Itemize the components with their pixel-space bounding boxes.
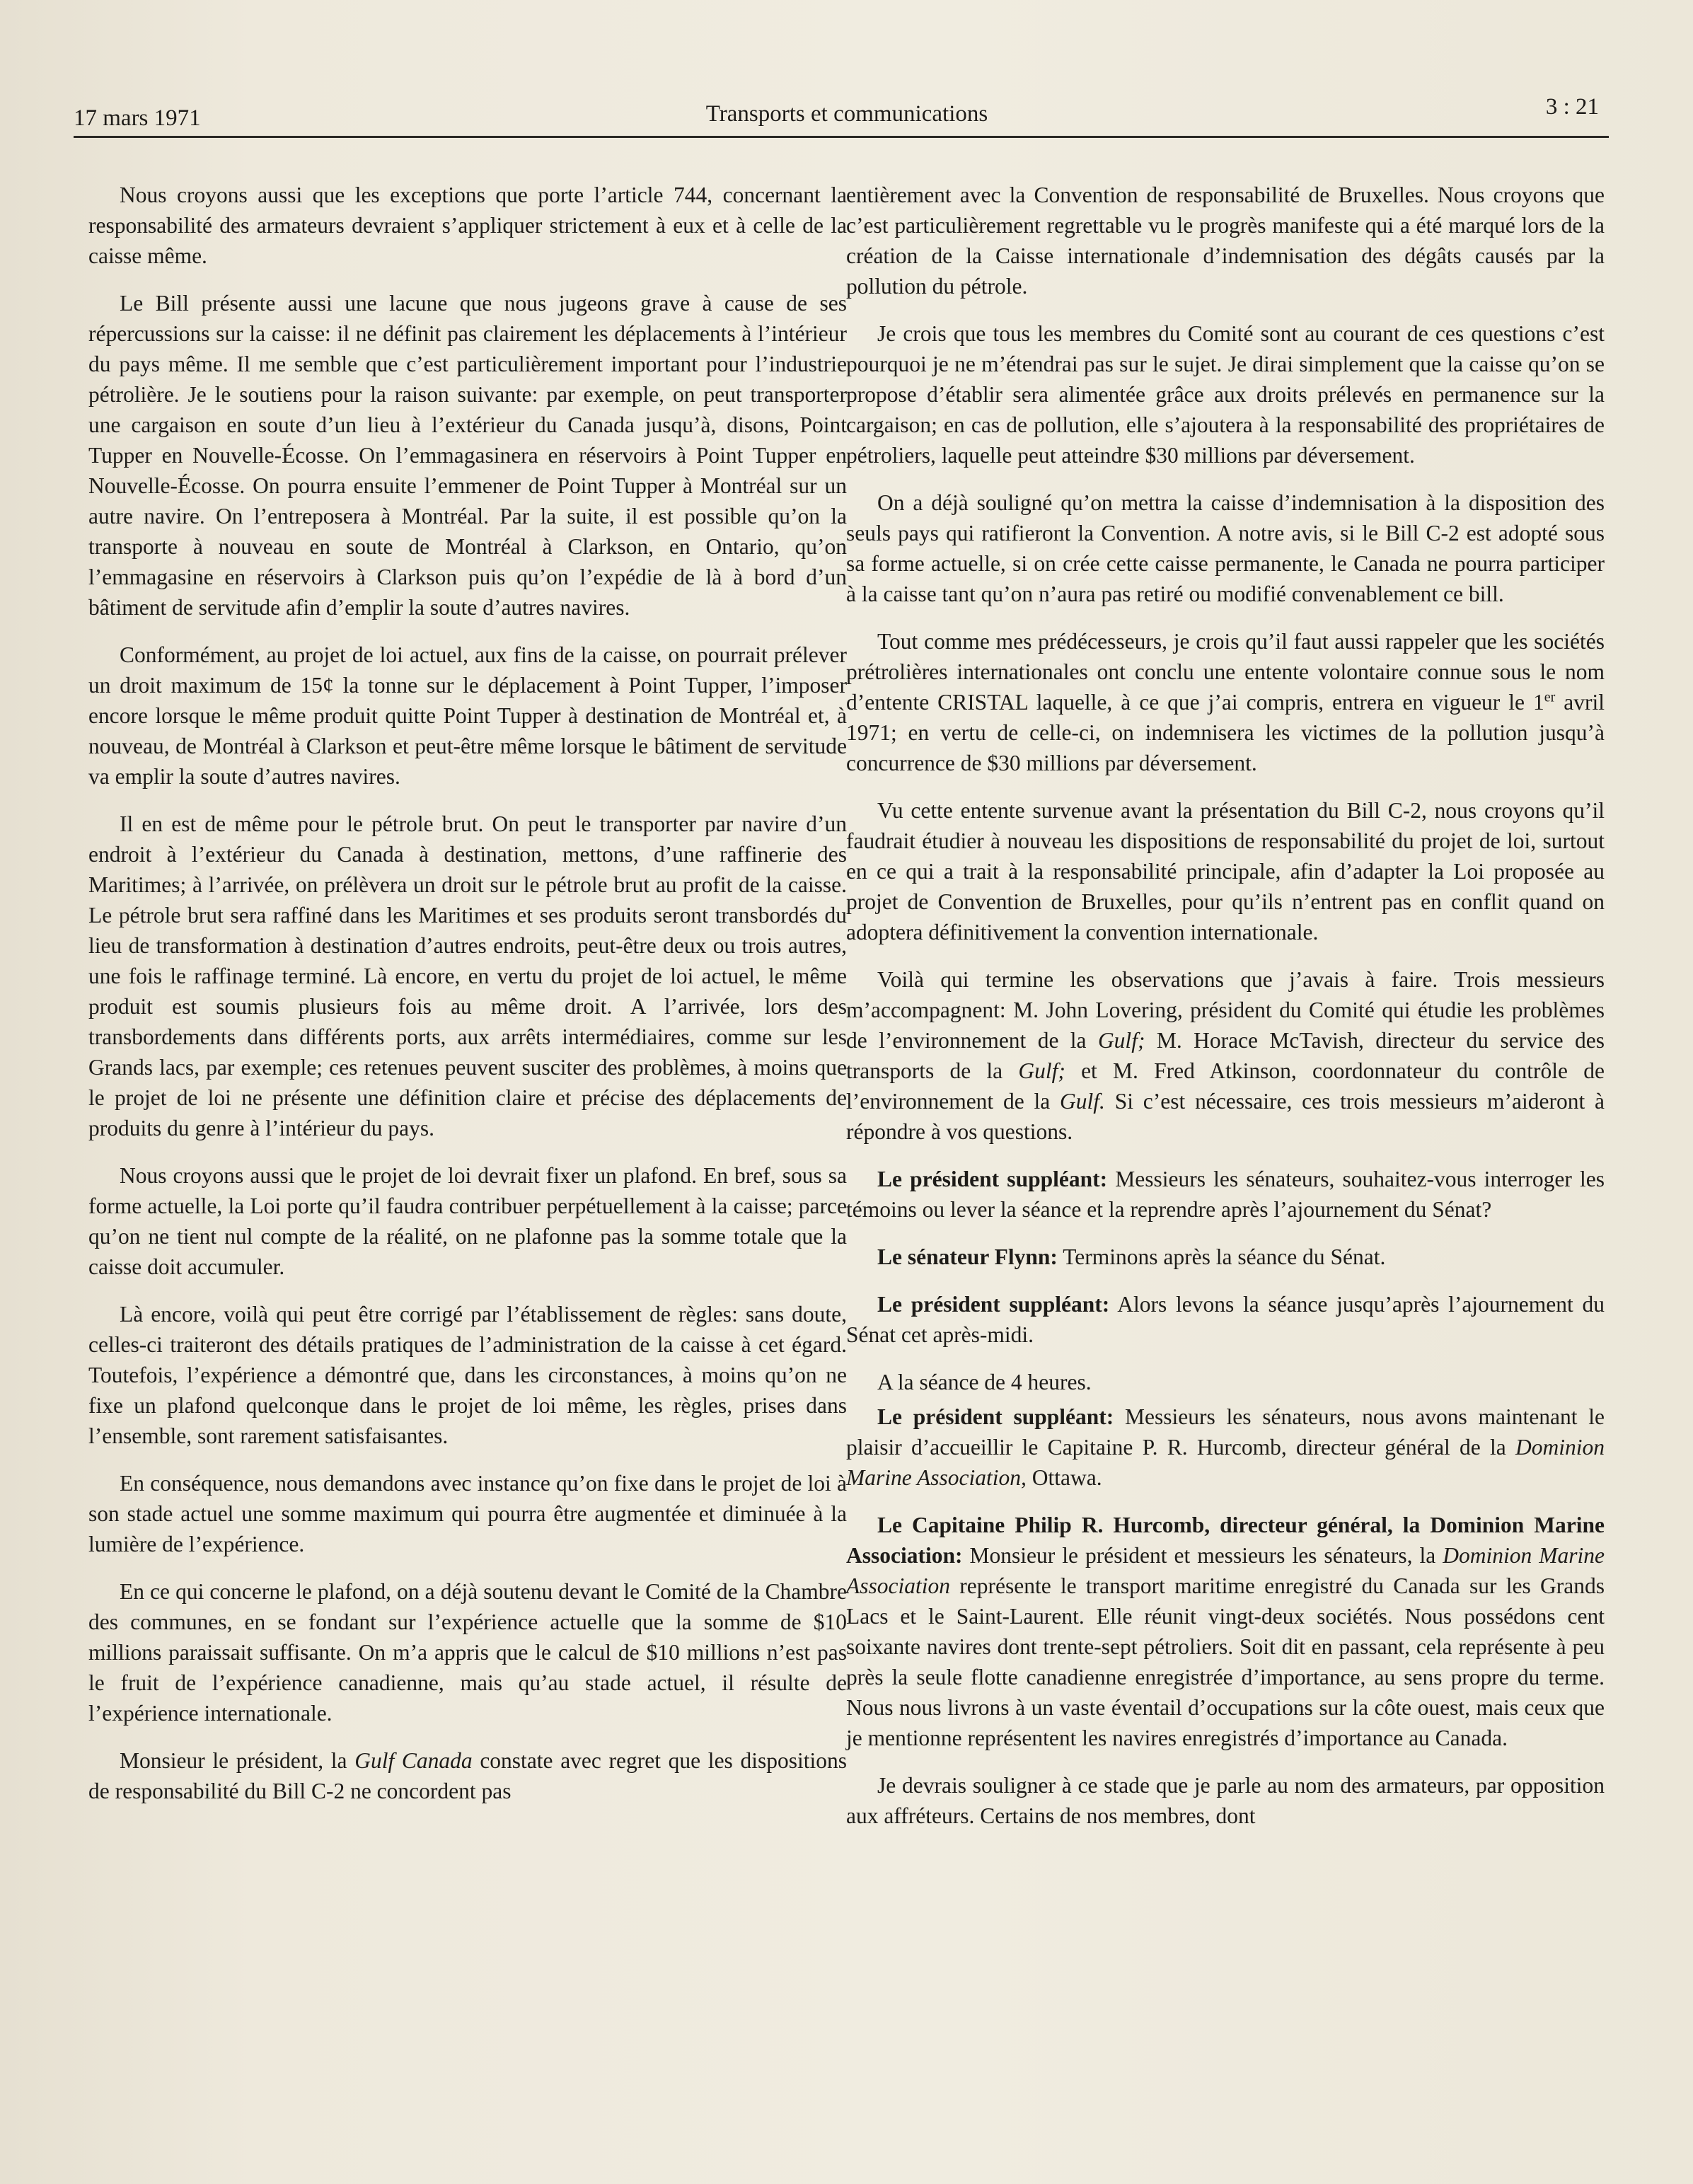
paragraph bbox=[846, 626, 1605, 778]
paragraph: Là encore, voilà qui peut être corrigé par l’établissement de règles: sans doute, celles-ci traiteront des détails pratiques de l’administration de la caisse à cet égard. Toutefois, l’expérience a démontré que, dans les circonstances, à moins qu’on ne fixe un plafond quelconque dans le projet de loi même, les règles, prises dans l’ensemble, sont rarement satisfaisantes. bbox=[88, 1302, 847, 1448]
paragraph: Il en est de même pour le pétrole brut. On peut le transporter par navire d’un endroit à l’extérieur du Canada à destination, mettons, d’une raffinerie des Maritimes; à l’arrivée, on prélèvera un droit sur le pétrole brut au profit de la caisse. Le pétrole brut sera raffiné dans les Maritimes et ses produits seront transbordés du lieu de transformation à destination d’autres endroits, peut-être deux ou trois autres, une fois le raffinage terminé. Là encore, en vertu du projet de loi actuel, le même produit est soumis plusieurs fois au même droit. A l’arrivée, lors des transbordements dans différents ports, aux arrêts intermédiaires, comme sur les Grands lacs, par exemple; ces retenues peuvent susciter des problèmes, à moins que le projet de loi ne présente une définition claire et précise des déplacements de produits du genre à l’intérieur du pays. bbox=[88, 811, 847, 1140]
text-run: Monsieur le président et messieurs les sénateurs, la bbox=[962, 1543, 1443, 1568]
text-run: Voilà qui termine les observations que j’avais à faire. Trois messieurs m’accompagnent: M. John Lovering, président du Comité qui étudie les problèmes de l’environnement de la bbox=[846, 967, 1605, 1053]
company-name: Gulf. bbox=[1060, 1089, 1105, 1114]
speaker-name: Le Capitaine Philip R. Hurcomb, directeur général, la Dominion Marine Association: bbox=[846, 1513, 1605, 1568]
speaker-name: Le président suppléant: bbox=[877, 1404, 1114, 1429]
left-column bbox=[88, 180, 847, 1823]
text-run: Si c’est nécessaire, ces trois messieurs m’aideront à répondre à vos questions. bbox=[846, 1089, 1605, 1144]
text-run: représente le transport maritime enregistré du Canada sur les Grands Lacs et le Saint-Laurent. Elle réunit vingt-deux sociétés. Nous possédons cent soixante navires dont trente-sept pétroliers. Soit dit en passant, cela représente à peu près la seule flotte canadienne enregistrée d’importance, au sens propre du terme. Nous nous livrons à un vaste éventail d’occupations sur la côte ouest, mais ceux que je mentionne représentent les navires enregistrés d’importance au Canada. bbox=[846, 1573, 1605, 1750]
company-name: Gulf Canada bbox=[354, 1748, 473, 1773]
paragraph: Je crois que tous les membres du Comité sont au courant de ces questions c’est pourquoi je ne m’étendrai pas sur le sujet. Je dirai simplement que la caisse qu’on se propose d’établir sera alimentée grâce aux droits prélevés en permanence sur la cargaison; en cas de pollution, elle s’ajoutera à la responsabilité des propriétaires de pétroliers, laquelle peut atteindre $30 millions par déversement. bbox=[846, 321, 1605, 468]
header-page-number: 3 : 21 bbox=[1545, 94, 1599, 120]
text-run: Messieurs les sénateurs, souhaitez-vous interroger les témoins ou lever la séance et la reprendre après l’ajournement du Sénat? bbox=[846, 1167, 1605, 1222]
paragraph: En ce qui concerne le plafond, on a déjà soutenu devant le Comité de la Chambre des communes, en se fondant sur l’expérience actuelle que la somme de $10 millions paraissait suffisante. On m’a appris que le calcul de $10 millions n’est pas le fruit de l’expérience canadienne, mais qu’au stade actuel, il résulte de l’expérience internationale. bbox=[88, 1579, 847, 1726]
right-column bbox=[846, 180, 1605, 1848]
text-run: M. Horace McTavish, directeur du service des transports de la bbox=[846, 1028, 1605, 1083]
text-run: Ottawa. bbox=[1026, 1465, 1102, 1490]
text-run: avril 1971; en vertu de celle-ci, on indemnisera les victimes de la pollution jusqu’à concurrence de $30 millions par déversement. bbox=[846, 690, 1605, 775]
paragraph: Nous croyons aussi que le projet de loi devrait fixer un plafond. En bref, sous sa forme actuelle, la Loi porte qu’il faudra contribuer perpétuellement à la caisse; parce qu’on ne tient nul compte de la réalité, on ne plafonne pas la somme totale que la caisse doit accumuler. bbox=[88, 1163, 847, 1279]
speaker-name: Le sénateur Flynn: bbox=[877, 1244, 1058, 1269]
speaker-paragraph bbox=[846, 1510, 1605, 1753]
company-name: Gulf; bbox=[1097, 1028, 1145, 1053]
speaker-paragraph bbox=[846, 1242, 1605, 1272]
speaker-paragraph bbox=[846, 1289, 1605, 1350]
text-run: Messieurs les sénateurs, nous avons maintenant le plaisir d’accueillir le Capitaine P. R. Hurcomb, directeur général de la bbox=[846, 1404, 1605, 1460]
paragraph: Vu cette entente survenue avant la présentation du Bill C-2, nous croyons qu’il faudrait étudier à nouveau les dispositions de responsabilité du projet de loi, surtout en ce qui a trait à la responsabilité principale, afin d’adapter la Loi proposée au projet de Convention de Bruxelles, pour qu’ils n’entrent pas en conflit quand on adoptera définitivement la convention internationale. bbox=[846, 798, 1605, 944]
paragraph bbox=[846, 964, 1605, 1147]
header-title: Transports et communications bbox=[705, 101, 988, 127]
text-run: Tout comme mes prédécesseurs, je crois qu’il faut aussi rappeler que les sociétés prétrolières internationales ont conclu une entente volontaire connue sous le nom d’entente CRISTAL laquelle, à ce que j’ai compris, entrera en vigueur le 1 bbox=[846, 629, 1605, 715]
paragraph bbox=[88, 1745, 847, 1806]
organization-name: Dominion Marine Association, bbox=[846, 1435, 1605, 1490]
text-run: constate avec regret que les dispositions de responsabilité du Bill C-2 ne concordent pas bbox=[88, 1748, 848, 1803]
speaker-paragraph bbox=[846, 1402, 1605, 1493]
header-rule bbox=[74, 136, 1609, 138]
text-run: Alors levons la séance jusqu’après l’ajournement du Sénat cet après-midi. bbox=[846, 1292, 1605, 1347]
speaker-name: Le président suppléant: bbox=[877, 1167, 1108, 1191]
superscript: er bbox=[1544, 689, 1556, 705]
paragraph: entièrement avec la Convention de responsabilité de Bruxelles. Nous croyons que c’est particulièrement regrettable vu le progrès manifeste qui a été marqué lors de la création de la Caisse internationale d’indemnisation des dégâts causés par la pollution du pétrole. bbox=[846, 183, 1605, 299]
speaker-name: Le président suppléant: bbox=[877, 1292, 1110, 1317]
text-run: Monsieur le président, la bbox=[120, 1748, 355, 1773]
organization-name: Dominion Marine Association bbox=[846, 1543, 1605, 1598]
paragraph: Conformément, au projet de loi actuel, aux fins de la caisse, on pourrait prélever un droit maximum de 15¢ la tonne sur le déplacement à Point Tupper, l’imposer encore lorsque le même produit quitte Point Tupper à destination de Montréal et, à nouveau, de Montréal à Clarkson et peut-être même lorsque le bâtiment de servitude va emplir la soute d’autres navires. bbox=[88, 642, 847, 789]
session-note: A la séance de 4 heures. bbox=[877, 1370, 1092, 1394]
paragraph: On a déjà souligné qu’on mettra la caisse d’indemnisation à la disposition des seuls pays qui ratifieront la Convention. A notre avis, si le Bill C-2 est adopté sous sa forme actuelle, si on crée cette caisse permanente, le Canada ne pourra participer à la caisse tant qu’on n’aura pas retiré ou modifié convenablement ce bill. bbox=[846, 490, 1605, 606]
header-date: 17 mars 1971 bbox=[74, 105, 201, 131]
paragraph: En conséquence, nous demandons avec instance qu’on fixe dans le projet de loi à son stade actuel une somme maximum qui pourra être augmentée et diminuée à la lumière de l’expérience. bbox=[88, 1471, 847, 1556]
company-name: Gulf; bbox=[1018, 1058, 1065, 1083]
paragraph: Nous croyons aussi que les exceptions que porte l’article 744, concernant la responsabilité des armateurs devraient s’appliquer strictement à eux et à celle de la caisse même. bbox=[88, 183, 847, 268]
paragraph: Le Bill présente aussi une lacune que nous jugeons grave à cause de ses répercussions sur la caisse: il ne définit pas clairement les déplacements à l’intérieur du pays même. Il me semble que c’est particulièrement important pour l’industrie pétrolière. Je le soutiens pour la raison suivante: par exemple, on peut transporter une cargaison en soute d’un lieu à l’extérieur du Canada jusqu’à, disons, Point Tupper en Nouvelle-Écosse. On l’emmagasinera en réservoirs à Point Tupper en Nouvelle-Écosse. On pourra ensuite l’emmener de Point Tupper à Montréal sur un autre navire. On l’entreposera à Montréal. Par la suite, il est possible qu’on la transporte à nouveau en soute de Montréal à Clarkson, en Ontario, qu’on l’emmagasine en réservoirs à Clarkson puis qu’on l’expédie de là à bord d’un bâtiment de servitude afin d’emplir la soute d’autres navires. bbox=[88, 291, 847, 620]
text-run: Terminons après la séance du Sénat. bbox=[1057, 1244, 1386, 1269]
speaker-paragraph bbox=[846, 1164, 1605, 1225]
page-header bbox=[74, 96, 1606, 136]
paragraph: Je devrais souligner à ce stade que je parle au nom des armateurs, par opposition aux affréteurs. Certains de nos membres, dont bbox=[846, 1773, 1605, 1828]
text-run: et M. Fred Atkinson, coordonnateur du contrôle de l’environnement de la bbox=[846, 1058, 1605, 1114]
